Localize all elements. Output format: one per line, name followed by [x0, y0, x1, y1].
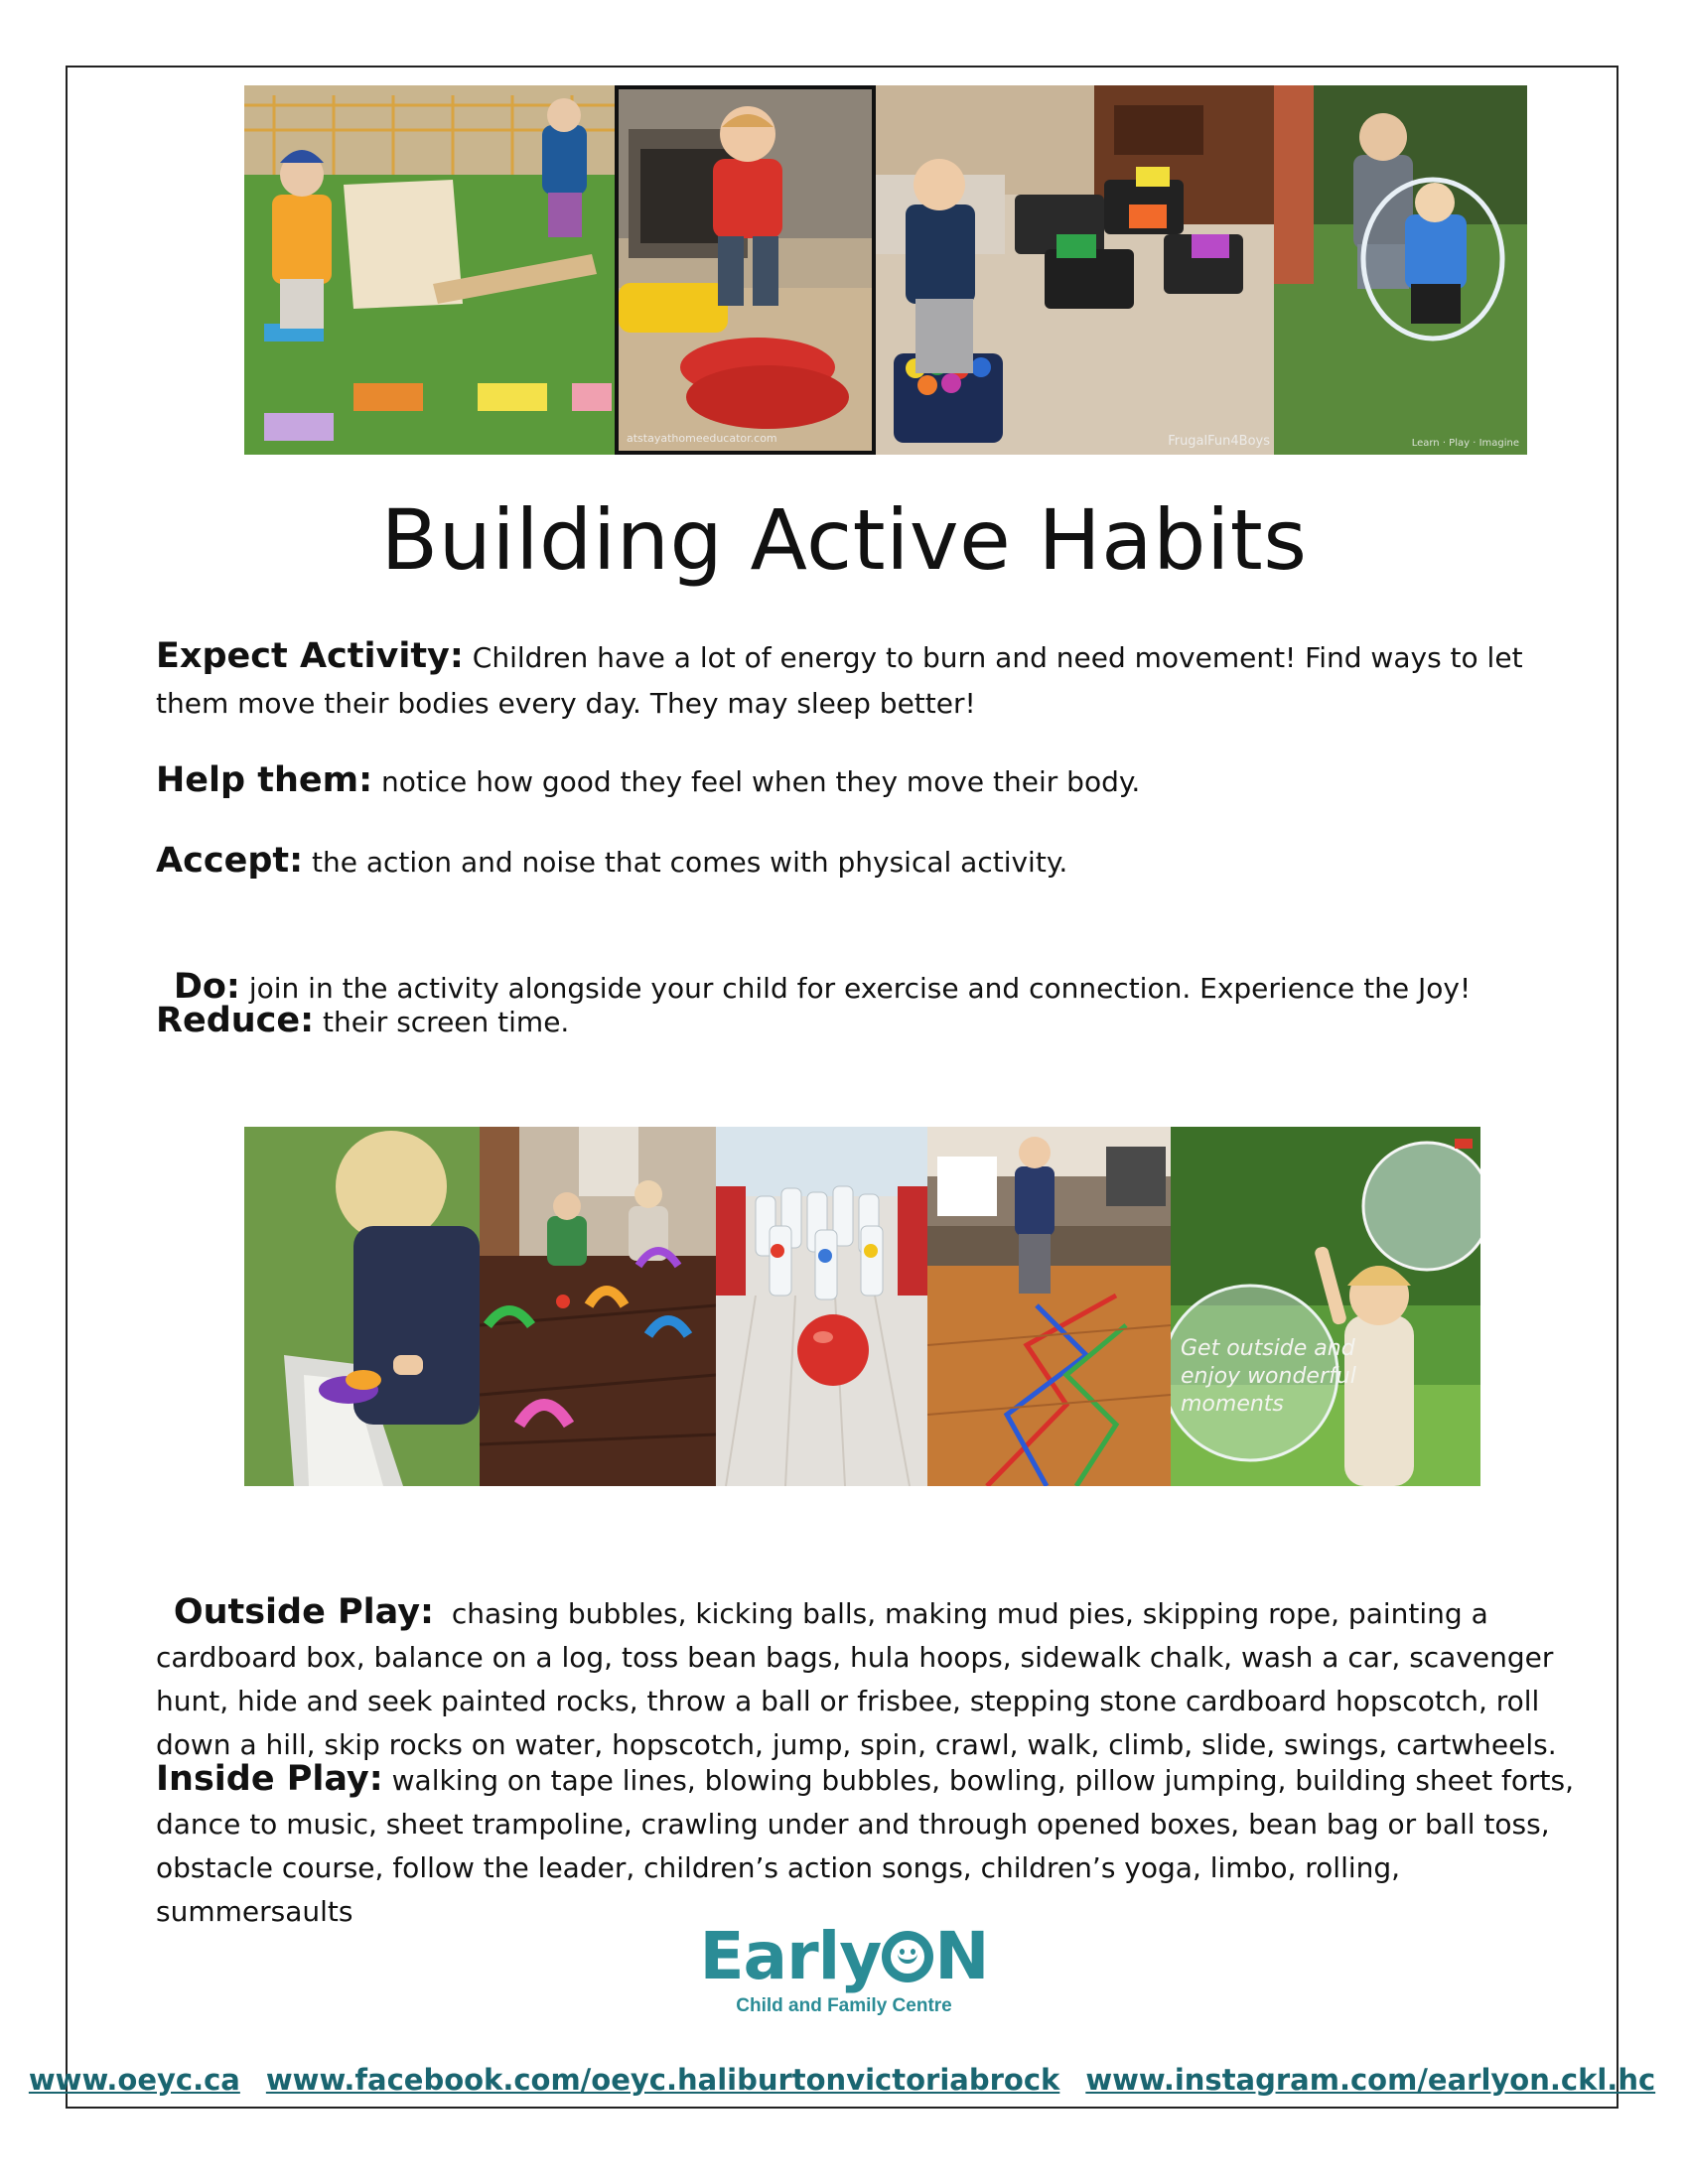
- tip-label: Help them:: [156, 760, 373, 800]
- footer-links: [28, 2063, 1656, 2097]
- outside-play-section: [156, 1547, 1586, 1767]
- play-label: Outside Play:: [173, 1592, 435, 1632]
- bottle-bowling-image: [716, 1127, 927, 1486]
- play-label: Inside Play:: [156, 1759, 383, 1799]
- hula-hoop-photo: [1274, 85, 1527, 455]
- bottle-bowling-photo: [716, 1127, 927, 1486]
- tip-text: the action and noise that comes with physical activity.: [312, 846, 1068, 879]
- tip-label: Expect Activity:: [156, 636, 464, 676]
- tip-text: join in the activity alongside your child for exercise and connection. Experience the Joy!: [239, 972, 1472, 1005]
- bubbles-poster-caption: Get outside and: [1181, 1336, 1355, 1361]
- top-photo-strip: [244, 85, 1527, 455]
- tip-help-them: [156, 757, 1586, 805]
- middle-photo-strip: [244, 1127, 1480, 1486]
- pillow-jumping-image: [619, 89, 872, 451]
- tip-label: Accept:: [156, 841, 304, 881]
- earlyon-wordmark: [695, 1918, 993, 1994]
- hula-hoop-image: [1274, 85, 1527, 455]
- foil-water-play-photo: [244, 1127, 480, 1486]
- page-title: Building Active Habits: [380, 491, 1308, 589]
- obstacle-course-photo: [244, 85, 615, 455]
- photo-credit-stayathomeeducator: atstayathomeeducator.com: [627, 432, 777, 445]
- bubbles-poster-photo: [1171, 1127, 1480, 1486]
- photo-credit-learn-play-imagine: Learn · Play · Imagine: [1411, 438, 1519, 449]
- bubbles-poster-image: [1171, 1127, 1480, 1486]
- play-text: walking on tape lines, blowing bubbles, bowling, pillow jumping, building sheet forts, dance to music, sheet trampoline, crawling under and through opened boxes, bean bag or ball toss, obstacle course, follow the leader, children’s action songs, children’s yoga, limbo, rolling, summersaults: [156, 1764, 1574, 1928]
- logo-subtitle: Child and Family Centre: [736, 1995, 952, 2016]
- tip-reduce: [156, 998, 1586, 1045]
- photo-credit-frugalfun4boys: FrugalFun4Boys: [1168, 434, 1270, 449]
- link-facebook[interactable]: www.facebook.com/oeyc.haliburtonvictoriabrock: [265, 2063, 1060, 2097]
- pillow-jumping-photo: [615, 85, 876, 455]
- tip-text: notice how good they feel when they move their body.: [381, 765, 1141, 798]
- obstacle-course-image: [244, 85, 615, 455]
- bubbles-poster-caption-line2: enjoy wonderful: [1181, 1364, 1356, 1389]
- link-instagram[interactable]: www.instagram.com/earlyon.ckl.hc: [1085, 2063, 1656, 2097]
- tunnel-ball-roll-photo: [480, 1127, 716, 1486]
- logo-word-n: N: [934, 1918, 989, 1994]
- tip-expect-activity: [156, 633, 1586, 727]
- ball-toss-baskets-photo: [876, 85, 1274, 455]
- tape-lines-walk-photo: [927, 1127, 1171, 1486]
- play-text: chasing bubbles, kicking balls, making mud pies, skipping rope, painting a cardboard box, balance on a log, toss bean bags, hula hoops, sidewalk chalk, wash a car, scavenger hunt, hide and seek painted rocks, throw a ball or frisbee, stepping stone cardboard hopscotch, roll down a hill, skip rocks on water, hopscotch, jump, spin, crawl, walk, climb, slide, swings, cartwheels.: [156, 1597, 1563, 1761]
- tip-text: their screen time.: [323, 1006, 570, 1038]
- tip-text: Children have a lot of energy to burn and need movement! Find ways to let them move their bodies every day. They may sleep better!: [156, 641, 1523, 720]
- logo-word-early: Early: [699, 1918, 882, 1994]
- tunnel-ball-roll-image: [480, 1127, 716, 1486]
- tip-accept: [156, 838, 1586, 886]
- ball-toss-baskets-image: [876, 85, 1274, 455]
- tip-label: Do:: [173, 967, 240, 1007]
- inside-play-section: [156, 1757, 1586, 1934]
- earlyon-logo: [695, 1918, 993, 2017]
- bubbles-poster-caption-line3: moments: [1181, 1392, 1284, 1417]
- tip-label: Reduce:: [156, 1001, 315, 1040]
- tape-lines-walk-image: [927, 1127, 1171, 1486]
- foil-water-play-image: [244, 1127, 480, 1486]
- link-oeyc-website[interactable]: www.oeyc.ca: [28, 2063, 240, 2097]
- smiley-o-icon: [882, 1931, 933, 1982]
